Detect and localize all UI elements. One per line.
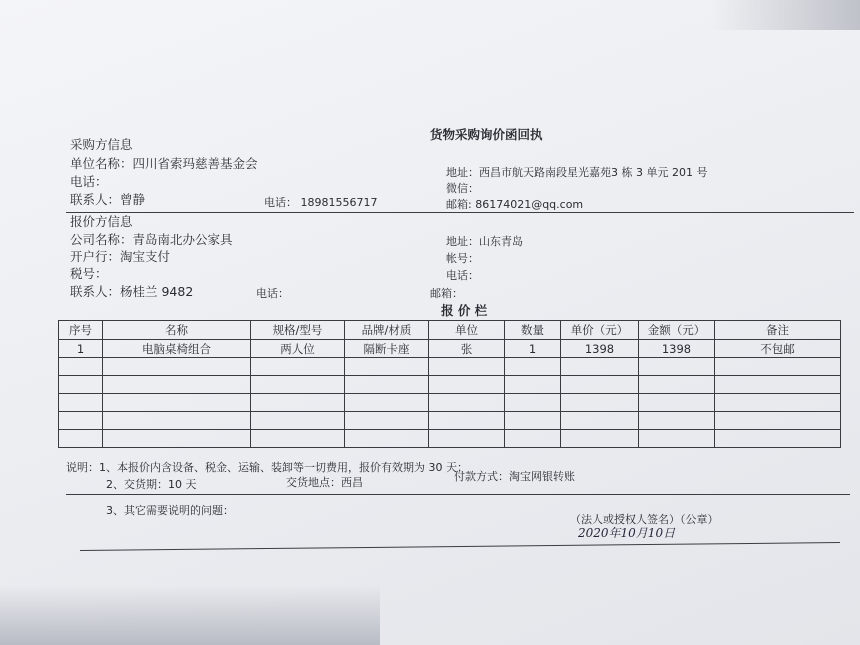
table-cell bbox=[505, 376, 561, 394]
table-cell bbox=[429, 430, 505, 448]
table-cell bbox=[639, 394, 715, 412]
payment-method: 付款方式：淘宝网银转账 bbox=[454, 470, 575, 483]
table-cell bbox=[639, 430, 715, 448]
cell-spec: 两人位 bbox=[251, 340, 345, 358]
cell-index: 1 bbox=[59, 340, 103, 358]
cell-name: 电脑桌椅组合 bbox=[103, 340, 251, 358]
table-row bbox=[59, 412, 841, 430]
quoter-tax: 税号： bbox=[70, 266, 108, 281]
table-cell bbox=[251, 430, 345, 448]
cell-quantity: 1 bbox=[505, 340, 561, 358]
cell-unit: 张 bbox=[429, 340, 505, 358]
table-cell bbox=[639, 412, 715, 430]
table-cell bbox=[345, 358, 429, 376]
quotation-table bbox=[58, 320, 841, 448]
cell-amount: 1398 bbox=[639, 340, 715, 358]
table-cell bbox=[561, 430, 639, 448]
table-cell bbox=[561, 412, 639, 430]
table-row bbox=[59, 340, 841, 358]
cell-unit-price: 1398 bbox=[561, 340, 639, 358]
table-cell bbox=[345, 430, 429, 448]
bottom-divider bbox=[80, 542, 840, 551]
cell-brand: 隔断卡座 bbox=[345, 340, 429, 358]
quoter-company: 公司名称：青岛南北办公家具 bbox=[70, 232, 233, 247]
table-cell bbox=[429, 358, 505, 376]
table-cell bbox=[59, 412, 103, 430]
buyer-section-title: 采购方信息 bbox=[70, 137, 133, 152]
table-cell bbox=[345, 376, 429, 394]
section-divider bbox=[66, 212, 854, 213]
header-unit: 单位 bbox=[429, 321, 505, 340]
table-cell bbox=[251, 394, 345, 412]
table-cell bbox=[103, 394, 251, 412]
table-cell bbox=[59, 430, 103, 448]
signature-label: （法人或授权人签名）（公章） bbox=[570, 513, 719, 526]
note-2: 2、交货期：10 天 bbox=[106, 478, 197, 491]
table-row bbox=[59, 430, 841, 448]
buyer-wechat: 微信： bbox=[446, 182, 479, 195]
table-cell bbox=[59, 358, 103, 376]
cell-remark: 不包邮 bbox=[715, 340, 841, 358]
table-cell bbox=[505, 412, 561, 430]
header-index: 序号 bbox=[59, 321, 103, 340]
buyer-phone: 电话： bbox=[70, 174, 108, 189]
table-cell bbox=[429, 412, 505, 430]
table-cell bbox=[715, 412, 841, 430]
signature-date: 2020年10月10日 bbox=[578, 526, 676, 540]
table-cell bbox=[505, 430, 561, 448]
table-cell bbox=[251, 376, 345, 394]
quote-bar-title: 报 价 栏 bbox=[441, 303, 488, 318]
table-cell bbox=[561, 376, 639, 394]
table-cell bbox=[429, 394, 505, 412]
paper-shadow bbox=[710, 0, 860, 30]
delivery-place: 交货地点：西昌 bbox=[286, 476, 363, 489]
quoter-email: 邮箱： bbox=[430, 287, 463, 300]
table-cell bbox=[103, 358, 251, 376]
paper-bottom-shadow bbox=[0, 585, 380, 645]
table-cell bbox=[345, 394, 429, 412]
quoter-contact: 联系人：杨桂兰 9482 bbox=[70, 284, 194, 299]
buyer-contact: 联系人：曾静 bbox=[70, 192, 146, 207]
table-cell bbox=[505, 394, 561, 412]
form-title: 货物采购询价函回执 bbox=[430, 127, 543, 142]
table-cell bbox=[103, 376, 251, 394]
quoter-account: 帐号： bbox=[446, 252, 479, 265]
quoter-bank: 开户行：淘宝支付 bbox=[70, 249, 171, 264]
table-cell bbox=[715, 394, 841, 412]
quoter-address: 地址：山东青岛 bbox=[446, 235, 523, 248]
buyer-address: 地址：西昌市航天路南段星光嘉苑3 栋 3 单元 201 号 bbox=[446, 166, 708, 179]
table-cell bbox=[505, 358, 561, 376]
table-cell bbox=[561, 358, 639, 376]
buyer-email: 邮箱: 86174021@qq.com bbox=[446, 198, 584, 211]
header-name: 名称 bbox=[103, 321, 251, 340]
header-quantity: 数量 bbox=[505, 321, 561, 340]
header-amount: 金额（元） bbox=[639, 321, 715, 340]
table-cell bbox=[59, 394, 103, 412]
quoter-section-title: 报价方信息 bbox=[70, 214, 133, 229]
quoter-phone: 电话： bbox=[446, 269, 479, 282]
table-cell bbox=[103, 412, 251, 430]
buyer-unit-name: 单位名称：四川省索玛慈善基金会 bbox=[70, 156, 258, 171]
table-cell bbox=[59, 376, 103, 394]
header-unit-price: 单价（元） bbox=[561, 321, 639, 340]
header-spec: 规格/型号 bbox=[251, 321, 345, 340]
table-cell bbox=[715, 358, 841, 376]
table-row bbox=[59, 376, 841, 394]
table-cell bbox=[345, 412, 429, 430]
note-1: 说明：1、本报价内含设备、税金、运输、装卸等一切费用，报价有效期为 30 天； bbox=[66, 461, 468, 474]
buyer-contact-phone: 电话： 18981556717 bbox=[264, 196, 378, 209]
table-cell bbox=[639, 376, 715, 394]
table-cell bbox=[561, 394, 639, 412]
table-cell bbox=[251, 358, 345, 376]
table-row bbox=[59, 358, 841, 376]
table-row bbox=[59, 394, 841, 412]
table-cell bbox=[429, 376, 505, 394]
notes-divider bbox=[66, 494, 850, 495]
table-cell bbox=[639, 358, 715, 376]
header-remark: 备注 bbox=[715, 321, 841, 340]
table-cell bbox=[103, 430, 251, 448]
table-cell bbox=[251, 412, 345, 430]
note-3: 3、其它需要说明的问题： bbox=[106, 504, 234, 517]
quoter-contact-phone: 电话： bbox=[256, 287, 289, 300]
table-header-row bbox=[59, 321, 841, 340]
header-brand: 品牌/材质 bbox=[345, 321, 429, 340]
table-cell bbox=[715, 376, 841, 394]
table-cell bbox=[715, 430, 841, 448]
